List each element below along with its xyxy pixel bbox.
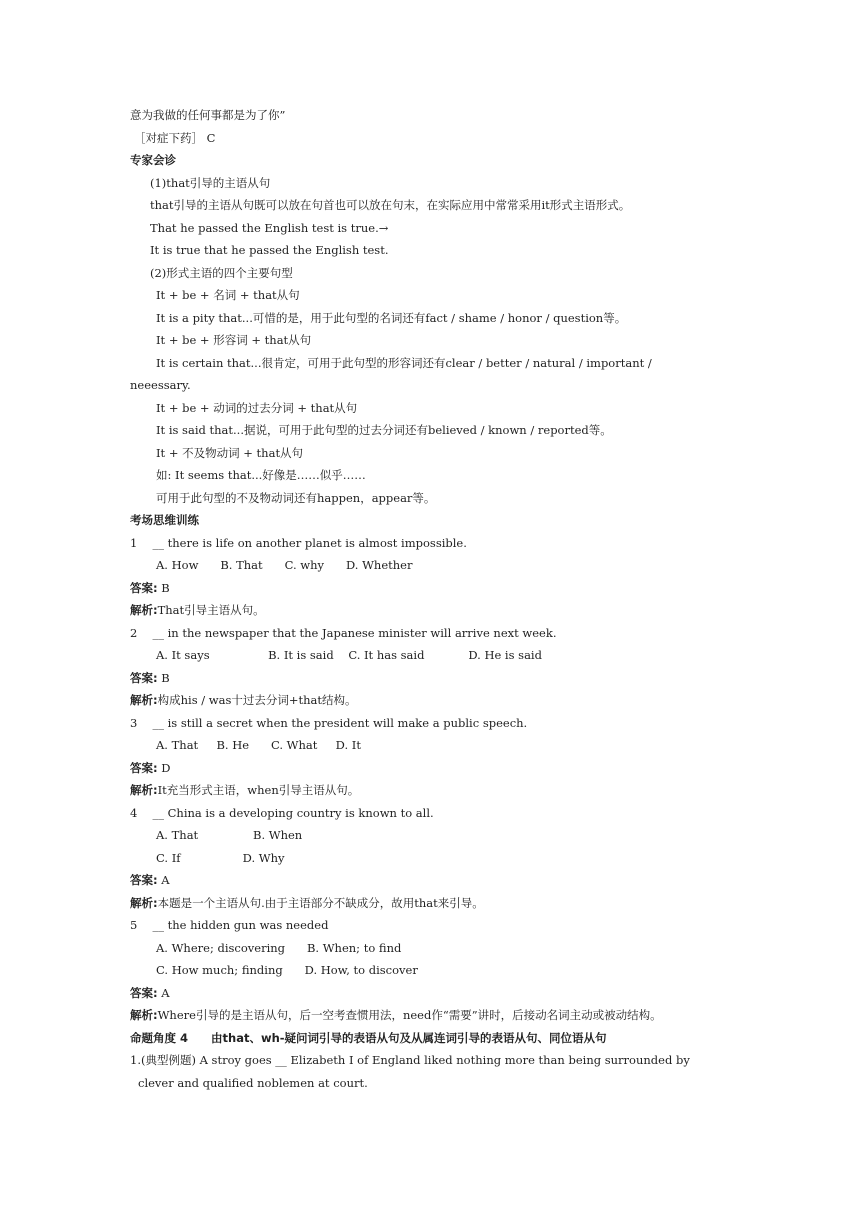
question-stem-4: 4 __ China is a developing country is known to all.: [130, 805, 434, 820]
analysis-line-2: [130, 689, 740, 712]
answer-value: D: [157, 760, 171, 775]
analysis-line-5: [130, 1004, 740, 1027]
subheading-that-clause: (1)that引导的主语从句: [150, 175, 271, 190]
analysis-line-3: [130, 779, 740, 802]
answer-label: 答案:: [130, 985, 158, 1000]
text-line: that引导的主语从句既可以放在句首也可以放在句末，在实际应用中常常采用it形式主语形式。: [150, 198, 631, 212]
analysis-text: 本题是一个主语从句.由于主语部分不缺成分，故用that来引导。: [157, 895, 484, 910]
question-options-4b: C. If D. Why: [156, 850, 285, 865]
analysis-line-1: [130, 599, 740, 622]
analysis-label: 解析:: [130, 693, 158, 707]
analysis-label: 解析:: [130, 895, 158, 910]
text-line: 意为我做的任何事都是为了你”: [130, 108, 286, 122]
text-line: neeessary.: [130, 378, 191, 392]
question-stem-1: 1 __ there is life on another planet is almost impossible.: [130, 535, 467, 550]
answer-label: 答案:: [130, 873, 158, 887]
remedy-line: ［对症下药］ C: [134, 130, 216, 145]
question-options-4a: A. That B. When: [156, 828, 303, 842]
question-options-2: A. It says B. It is said C. It has said D. He is said: [156, 648, 542, 662]
example-sentence: It is true that he passed the English test.: [150, 243, 389, 257]
section-heading-angle-4: 命题角度 4 由that、wh-疑问词引导的表语从句及从属连词引导的表语从句、同位语从句: [130, 1030, 607, 1045]
text-line: 可用于此句型的不及物动词还有happen，appear等。: [156, 490, 436, 505]
analysis-line-4: [130, 892, 740, 915]
analysis-text: It充当形式主语，when引导主语从句。: [157, 783, 360, 797]
pattern-line: It + be + 形容词 + that从句: [156, 333, 312, 347]
analysis-text: That引导主语从句。: [157, 603, 265, 617]
question-stem-5: 5 __ the hidden gun was needed: [130, 918, 329, 932]
answer-label: 答案:: [130, 580, 158, 595]
answer-value: A: [157, 873, 170, 887]
analysis-label: 解析:: [130, 1008, 158, 1022]
analysis-label: 解析:: [130, 783, 158, 797]
subheading-formal-subject: (2)形式主语的四个主要句型: [150, 265, 293, 280]
answer-line-3: [130, 757, 740, 780]
text-line: It is certain that...很肯定，可用于此句型的形容词还有clear / better / natural / important /: [156, 355, 652, 370]
document-content: [130, 104, 740, 1094]
answer-line-2: [130, 667, 740, 690]
question-options-3: A. That B. He C. What D. It: [156, 738, 361, 752]
pattern-line: It + 不及物动词 + that从句: [156, 445, 304, 460]
question-options-5a: A. Where; discovering B. When; to find: [156, 940, 402, 955]
answer-value: A: [157, 985, 170, 1000]
answer-line-5: [130, 982, 740, 1005]
section-heading-expert: 专家会诊: [130, 153, 176, 167]
pattern-line: It + be + 名词 + that从句: [156, 288, 300, 302]
example-question-1-cont: clever and qualified noblemen at court.: [138, 1075, 368, 1090]
example-sentence: That he passed the English test is true.→: [150, 220, 389, 235]
answer-line-1: [130, 577, 740, 600]
text-line: 如: It seems that...好像是……似乎……: [156, 468, 366, 482]
answer-label: 答案:: [130, 760, 158, 775]
analysis-label: 解析:: [130, 603, 158, 617]
question-options-1: A. How B. That C. why D. Whether: [156, 558, 413, 572]
text-line: It is a pity that...可惜的是，用于此句型的名词还有fact / shame / honor / question等。: [156, 310, 627, 325]
analysis-text: 构成his / was十过去分词+that结构。: [157, 693, 357, 707]
analysis-text: Where引导的是主语从句，后一空考查惯用法，need作“需要”讲时，后接动名词主动或被动结构。: [157, 1008, 662, 1022]
pattern-line: It + be + 动词的过去分词 + that从句: [156, 400, 358, 415]
example-question-1: 1.(典型例题) A stroy goes __ Elizabeth I of England liked nothing more than being surrounded by: [130, 1053, 690, 1067]
answer-line-4: [130, 869, 740, 892]
text-line: It is said that...据说，可用于此句型的过去分词还有believed / known / reported等。: [156, 423, 612, 437]
answer-value: B: [157, 580, 170, 595]
question-stem-2: 2 __ in the newspaper that the Japanese minister will arrive next week.: [130, 625, 557, 640]
answer-value: B: [157, 670, 170, 685]
answer-label: 答案:: [130, 670, 158, 685]
question-options-5b: C. How much; finding D. How, to discover: [156, 963, 418, 977]
question-stem-3: 3 __ is still a secret when the president will make a public speech.: [130, 715, 528, 730]
section-heading-practice: 考场思维训练: [130, 513, 199, 527]
